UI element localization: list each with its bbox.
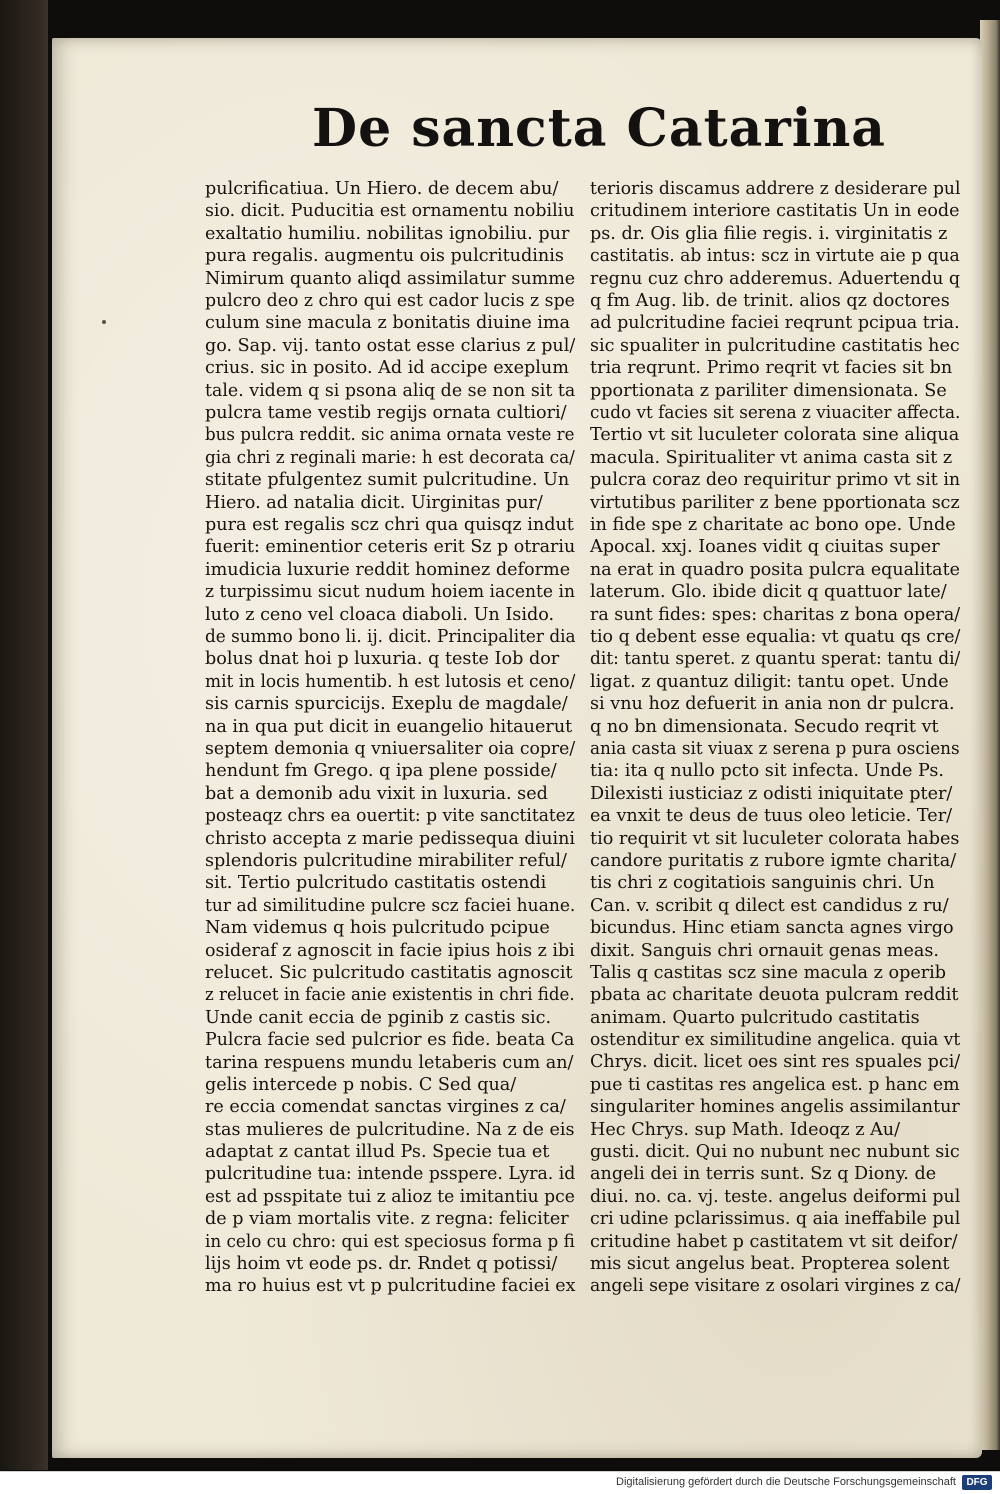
text-line: cri udine pclarissimus. q aia ineffabile pul	[590, 1209, 961, 1230]
text-line: Hiero. ad natalia dicit. Uirginitas pur/	[205, 492, 543, 513]
text-line: tria reqrunt. Primo reqrit vt facies sit bn	[590, 358, 953, 379]
text-line: bicundus. Hinc etiam sancta agnes virgo	[590, 918, 954, 939]
footer-credit: Digitalisierung gefördert durch die Deutsche Forschungsgemeinschaft	[616, 1476, 956, 1488]
text-line: ra sunt fides: spes: charitas z bona opera/	[590, 604, 961, 625]
text-line: angeli sepe visitare z osolari virgines z ca/	[590, 1276, 961, 1297]
text-line: castitatis. ab intus: scz in virtute aie p qua	[590, 246, 960, 267]
text-line: gia chri z reginali marie: h est decorata ca/	[205, 447, 575, 468]
text-line: est ad psspitate tui z alioz te imitantiu pce	[205, 1186, 575, 1207]
text-line: fuerit: eminentior ceteris erit Sz p otrariu	[205, 537, 576, 558]
text-line: na in qua put dicit in euangelio hitauerut	[205, 716, 573, 737]
text-line: candore puritatis z rubore igmte charita/	[590, 850, 957, 871]
text-line: splendoris pulcritudine mirabiliter reful/	[205, 850, 567, 871]
text-line: critudinem interiore castitatis Un in eode	[590, 201, 960, 222]
text-line: crius. sic in posito. Ad id accipe exeplum	[205, 358, 569, 379]
text-line: pulcritudine tua: intende psspere. Lyra. id	[205, 1164, 576, 1185]
text-line: gelis intercede p nobis. C Sed qua/	[205, 1074, 517, 1095]
text-line: Talis q castitas scz sine macula z operib	[590, 962, 947, 983]
text-line: mis sicut angelus beat. Propterea solent	[590, 1254, 950, 1275]
text-line: pue ti castitas res angelica est. p hanc em	[590, 1074, 960, 1095]
text-column-right	[590, 178, 960, 1298]
text-line: in celo cu chro: qui est speciosus forma p fi	[205, 1231, 575, 1252]
text-line: ania casta sit viuax z serena p pura osciens	[590, 738, 960, 759]
page-edge	[980, 20, 1000, 1450]
text-line: septem demonia q vniuersaliter oia copre/	[205, 738, 576, 759]
text-line: Nam videmus q hois pulcritudo pcipue	[205, 918, 550, 939]
text-line: singulariter homines angelis assimilantur	[590, 1097, 960, 1118]
text-line: pulcra tame vestib regijs ornata cultiori/	[205, 402, 567, 423]
text-line: Hec Chrys. sup Math. Ideoqz z Au/	[590, 1119, 901, 1140]
text-line: pura regalis. augmentu ois pulcritudinis	[205, 246, 564, 267]
text-line: hendunt fm Grego. q ipa plene posside/	[205, 761, 557, 782]
text-line: sic spualiter in pulcritudine castitatis hec	[590, 335, 960, 356]
text-line: q no bn dimensionata. Secudo reqrit vt	[590, 716, 939, 737]
text-line: ea vnxit te deus de tuus oleo leticie. Ter/	[590, 806, 953, 827]
text-line: stas mulieres de pulcritudine. Na z de eis	[205, 1119, 575, 1140]
text-line: luto z ceno vel cloaca diaboli. Un Isido.	[205, 604, 555, 625]
text-line: pura est regalis scz chri qua quisqz indut	[205, 514, 574, 535]
text-line: animam. Quarto pulcritudo castitatis	[590, 1007, 920, 1028]
text-line: cudo vt facies sit serena z viuaciter affecta.	[590, 403, 961, 423]
text-line: pportionata z pariliter dimensionata. Se	[590, 380, 947, 401]
text-line: sis carnis spurcicijs. Exeplu de magdale/	[205, 694, 568, 715]
text-line: z turpissimu sicut nudum hoiem iacente in	[205, 582, 575, 603]
text-line: ps. dr. Ois glia filie regis. i. virginitatis z	[590, 223, 948, 244]
text-line: culum sine macula z bonitatis diuine ima	[205, 313, 571, 334]
digitization-footer	[0, 1471, 1000, 1494]
paper-speck	[102, 320, 106, 324]
text-line: si vnu hoz defuerit in ania non dr pulcra.	[590, 694, 955, 715]
text-line: tio q debent esse equalia: vt quatu qs cre/	[590, 626, 961, 647]
text-line: tia: ita q nullo pcto sit infecta. Unde Ps.	[590, 761, 945, 782]
text-line: pulcro deo z chro qui est cador lucis z spe	[205, 290, 575, 311]
text-line: na erat in quadro posita pulcra equalitate	[590, 559, 960, 580]
text-line: Unde canit eccia de pginib z castis sic.	[205, 1007, 552, 1028]
text-line: christo accepta z marie pedissequa diuini	[205, 828, 576, 849]
text-line: tur ad similitudine pulcre scz faciei huane.	[205, 895, 576, 916]
text-line: tarina respuens mundu letaberis cum an/	[205, 1052, 574, 1073]
text-line: bus pulcra reddit. sic anima ornata veste re	[205, 425, 575, 446]
text-line: pbata ac charitate deuota pulcram reddit	[590, 985, 959, 1006]
text-line: ad pulcritudine faciei reqrunt pcipua tria.	[590, 313, 960, 334]
text-line: Apocal. xxj. Ioanes vidit q ciuitas super	[590, 537, 940, 558]
text-line: relucet. Sic pulcritudo castitatis agnoscit	[205, 962, 573, 983]
text-line: Chrys. dicit. licet oes sint res spuales pci/	[590, 1052, 961, 1073]
text-line: Can. v. scribit q dilect est candidus z ru/	[590, 895, 949, 916]
text-line: sit. Tertio pulcritudo castitatis ostendi	[205, 873, 547, 894]
text-line: ma ro huius est vt p pulcritudine faciei ex	[205, 1276, 576, 1297]
text-line: go. Sap. vij. tanto ostat esse clarius z pul/	[205, 335, 576, 356]
text-line: macula. Spiritualiter vt anima casta sit z	[590, 447, 953, 468]
text-line: stitate pfulgentez sumit pulcritudine. Un	[205, 470, 570, 491]
page-heading: De sancta Catarina	[312, 98, 886, 159]
book-spine	[0, 0, 48, 1470]
text-line: osideraf z agnoscit in facie ipius hois z ibi	[205, 940, 575, 961]
text-line: bolus dnat hoi p luxuria. q teste Iob dor	[205, 649, 560, 670]
dfg-logo: DFG	[962, 1475, 992, 1490]
text-line: virtutibus pariliter z bene pportionata scz	[590, 492, 960, 513]
text-line: tio requirit vt sit luculeter colorata habes	[590, 828, 960, 849]
text-line: mit in locis humentib. h est lutosis et ceno/	[205, 671, 576, 692]
text-line: regnu cuz chro adderemus. Aduertendu q	[590, 268, 961, 289]
text-line: diui. no. ca. vj. teste. angelus deiformi pul	[590, 1186, 961, 1207]
text-line: dit: tantu speret. z quantu sperat: tantu di/	[590, 649, 961, 670]
text-line: critudine habet p castitatem vt sit deifor/	[590, 1231, 958, 1252]
text-line: z relucet in facie anie existentis in chri fide.	[205, 985, 575, 1006]
text-line: adaptat z cantat illud Ps. Specie tua et	[205, 1142, 550, 1163]
text-line: angeli dei in terris sunt. Sz q Diony. de	[590, 1164, 937, 1185]
text-line: tis chri z cogitatiois sanguinis chri. Un	[590, 873, 935, 894]
text-line: pulcra coraz deo requiritur primo vt sit in	[590, 470, 961, 491]
text-line: tale. videm q si psona aliq de se non sit ta	[205, 380, 576, 401]
text-line: de p viam mortalis vite. z regna: feliciter	[205, 1209, 569, 1230]
text-line: exaltatio humiliu. nobilitas ignobiliu. pur	[205, 223, 570, 244]
text-line: re eccia comendat sanctas virgines z ca/	[205, 1097, 566, 1118]
text-line: ligat. z quantuz diligit: tantu opet. Unde	[590, 671, 949, 692]
text-line: laterum. Glo. ibide dicit q quattuor late/	[590, 582, 947, 603]
text-line: ostenditur ex similitudine angelica. quia vt	[590, 1030, 961, 1051]
text-line: de summo bono li. ij. dicit. Principaliter dia	[205, 626, 576, 647]
text-line: posteaqz chrs ea ouertit: p vite sanctitatez	[205, 806, 575, 827]
text-line: Nimirum quanto aliqd assimilatur summe	[205, 268, 576, 289]
text-line: imudicia luxurie reddit hominez deforme	[205, 559, 571, 580]
text-line: bat a demonib adu vixit in luxuria. sed	[205, 783, 548, 804]
text-line: terioris discamus addrere z desiderare pul	[590, 179, 961, 199]
text-line: Tertio vt sit luculeter colorata sine aliqua	[590, 425, 960, 446]
text-line: Pulcra facie sed pulcrior es fide. beata Ca	[205, 1030, 575, 1051]
text-line: sio. dicit. Puducitia est ornamentu nobiliu	[205, 201, 575, 222]
text-line: Dilexisti iusticiaz z odisti iniquitate pter/	[590, 783, 953, 804]
text-line: in fide spe z charitate ac bono ope. Unde	[590, 515, 956, 535]
text-line: q fm Aug. lib. de trinit. alios qz doctores	[590, 291, 950, 312]
text-line: gusti. dicit. Qui no nubunt nec nubunt sic	[590, 1142, 960, 1163]
text-column-left	[205, 178, 575, 1298]
text-line: lijs hoim vt eode ps. dr. Rndet q potissi/	[205, 1254, 558, 1275]
text-line: pulcrificatiua. Un Hiero. de decem abu/	[205, 179, 559, 199]
text-line: dixit. Sanguis chri ornauit genas meas.	[590, 940, 939, 961]
